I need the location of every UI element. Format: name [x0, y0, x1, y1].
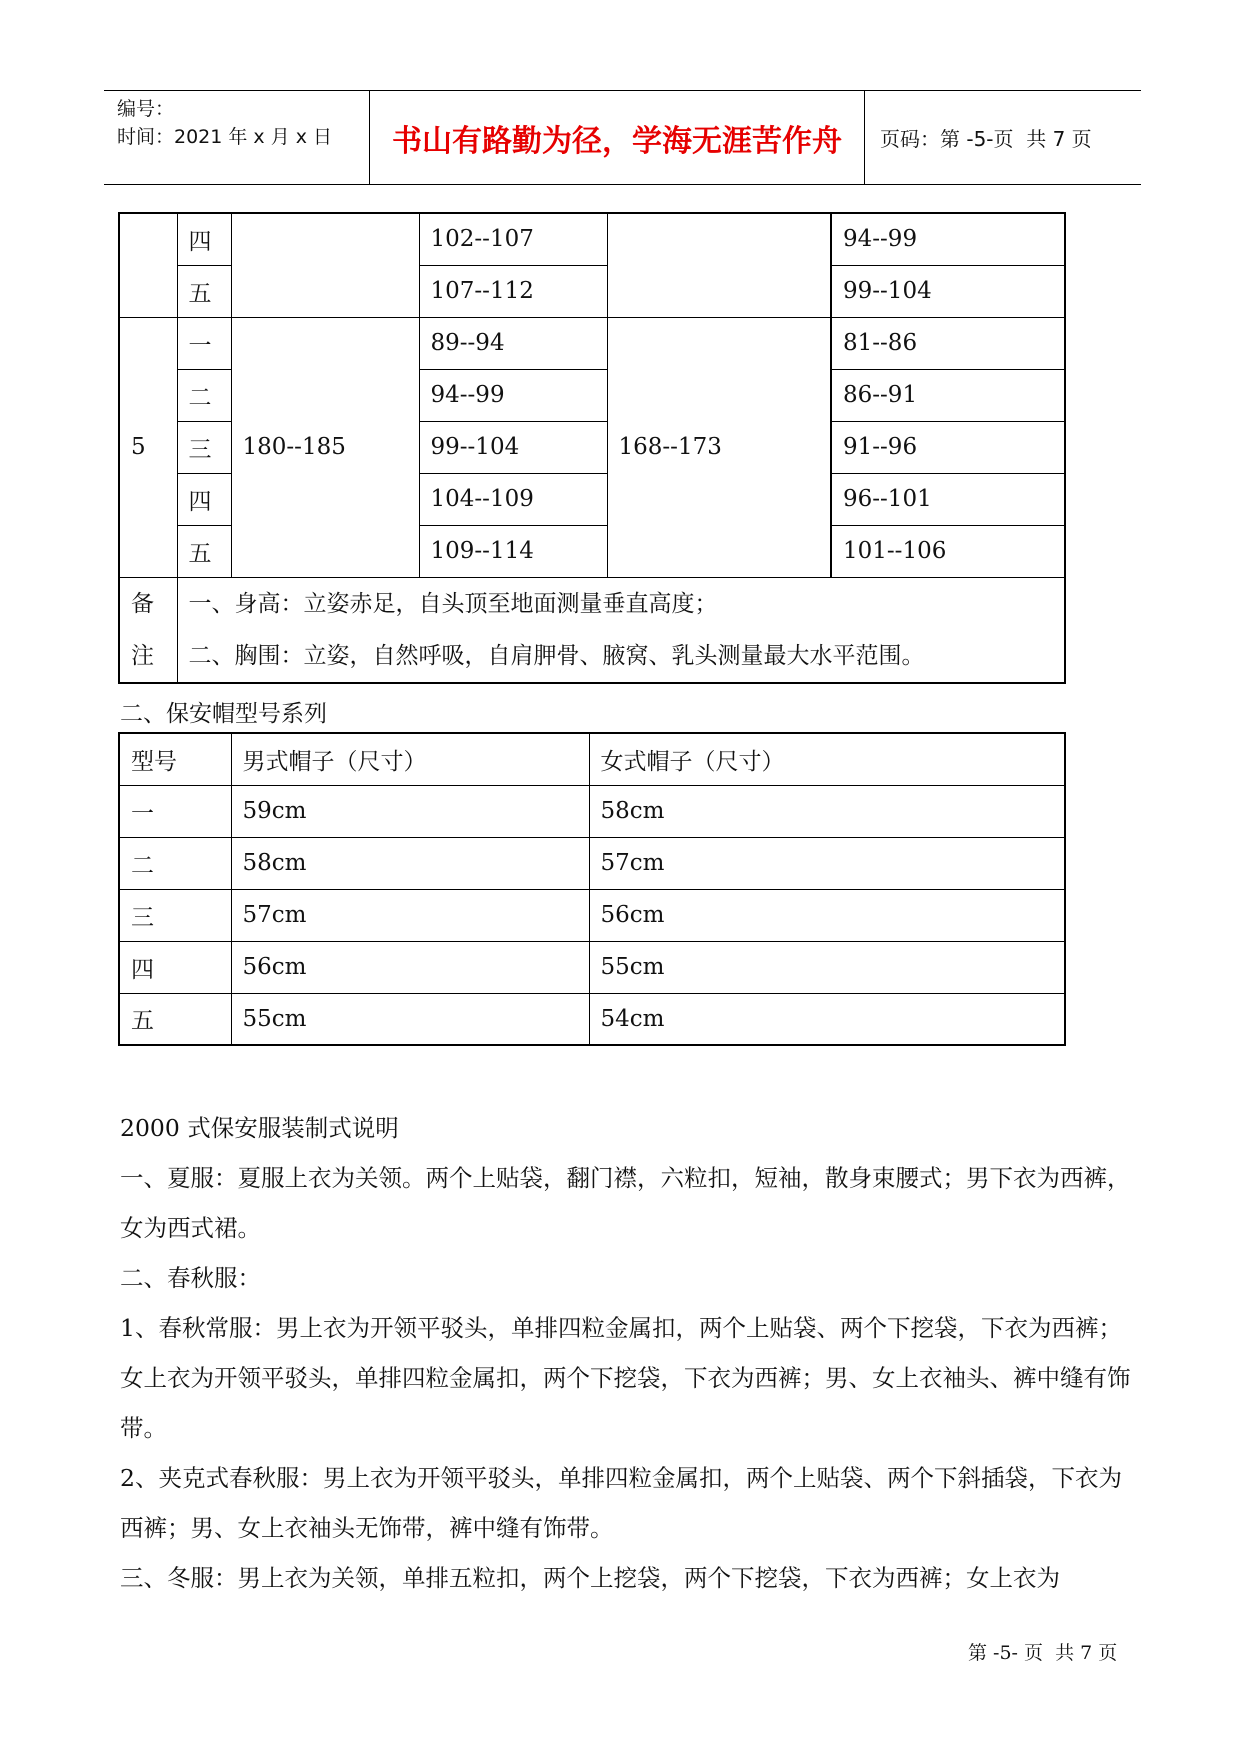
table-row: 三 99--104 91--96	[119, 421, 1065, 473]
hat-section-title: 二、保安帽型号系列	[120, 701, 327, 727]
notes-row	[119, 577, 1065, 683]
header-meta	[104, 91, 370, 184]
table-row: 二 94--99 86--91	[119, 369, 1065, 421]
time-label: 时间：2021 年 x 月 x 日	[117, 126, 333, 148]
section-heading: 2000 式保安服装制式说明	[120, 1114, 399, 1142]
paragraph: 1、春秋常服：男上衣为开领平驳头，单排四粒金属扣，两个上贴袋、两个下挖袋，下衣为西裤；女上衣为开领平驳头，单排四粒金属扣，两个下挖袋，下衣为西裤；男、女上衣袖头、裤中缝有饰带。	[120, 1314, 1131, 1442]
height-range-a: 180--185	[231, 317, 419, 577]
notes-text	[177, 577, 1065, 683]
paragraph: 三、冬服：男上衣为关领，单排五粒扣，两个上挖袋，两个下挖袋，下衣为西裤；女上衣为	[120, 1564, 1060, 1592]
table-row: 五 109--114 101--106	[119, 525, 1065, 577]
serial-label: 编号：	[117, 98, 175, 120]
uniform-description	[120, 1103, 1135, 1603]
table-row: 四 102--107 94--99	[119, 213, 1065, 265]
table-row: 二 58cm 57cm	[119, 837, 1065, 889]
table-row: 五 107--112 99--104	[119, 265, 1065, 317]
table-row: 三 57cm 56cm	[119, 889, 1065, 941]
height-range-b: 168--173	[607, 317, 831, 577]
table-row: 四 56cm 55cm	[119, 941, 1065, 993]
note-height: 一、身高：立姿赤足，自头顶至地面测量垂直高度；	[188, 590, 718, 617]
page-footer: 第 -5- 页 共 7 页	[968, 1642, 1118, 1664]
table-row: 5 一 180--185 89--94 168--173 81--86	[119, 317, 1065, 369]
table-row: 一 59cm 58cm	[119, 785, 1065, 837]
header-page-info: 页码：第 -5-页 共 7 页	[880, 127, 1092, 151]
paragraph: 一、夏服：夏服上衣为关领。两个上贴袋，翻门襟，六粒扣，短袖，散身束腰式；男下衣为西裤，女为西式裙。	[120, 1164, 1131, 1242]
paragraph: 二、春秋服：	[120, 1264, 261, 1292]
paragraph: 2、夹克式春秋服：男上衣为开领平驳头，单排四粒金属扣，两个上贴袋、两个下斜插袋，下衣为西裤；男、女上衣袖头无饰带，裤中缝有饰带。	[120, 1464, 1122, 1542]
size-table	[118, 212, 1066, 684]
table-header-row: 型号 男式帽子（尺寸） 女式帽子（尺寸）	[119, 733, 1065, 785]
table-row: 五 55cm 54cm	[119, 993, 1065, 1045]
hat-table	[118, 732, 1066, 1046]
page-header	[104, 90, 1141, 185]
group-number: 5	[119, 317, 177, 577]
note-chest: 二、胸围：立姿，自然呼吸，自肩胛骨、腋窝、乳头测量最大水平范围。	[188, 642, 925, 669]
notes-label: 备 注	[119, 577, 177, 683]
header-motto: 书山有路勤为径，学海无涯苦作舟	[370, 91, 865, 184]
table-row: 四 104--109 96--101	[119, 473, 1065, 525]
